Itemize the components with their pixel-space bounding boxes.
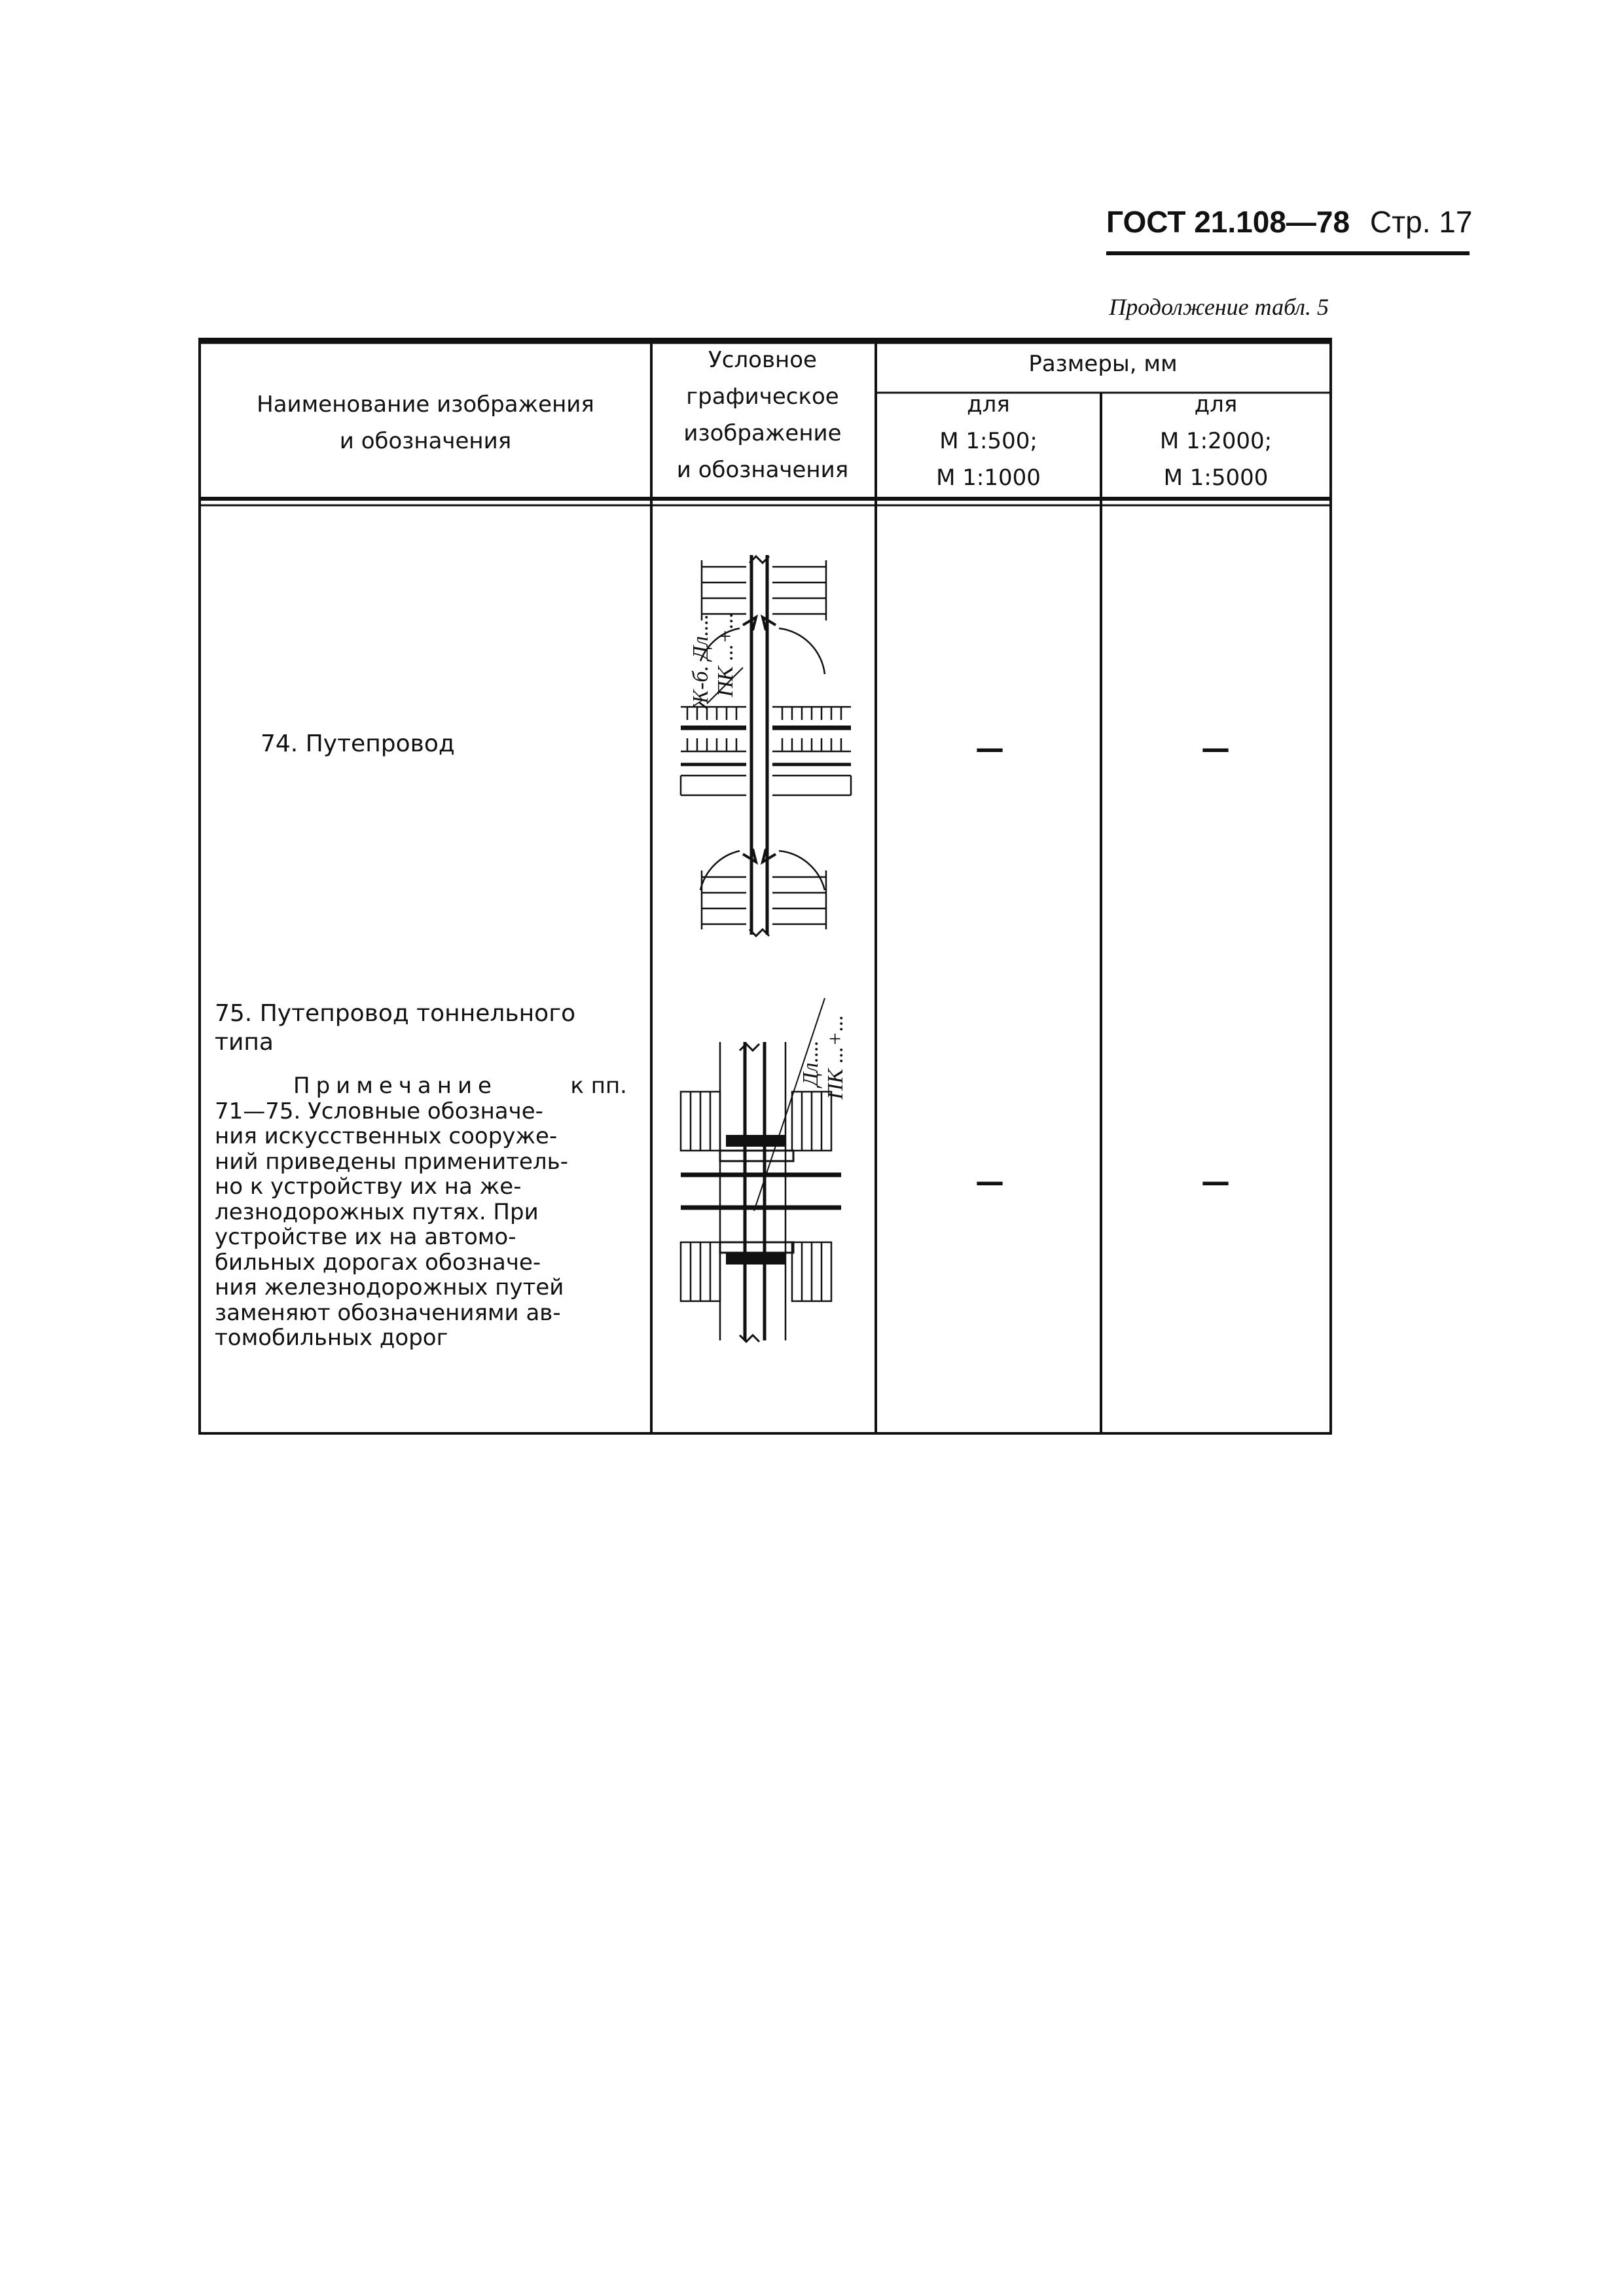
row-74-name: 74. Путепровод — [261, 730, 455, 757]
row-75-size-1: — — [975, 1165, 1004, 1198]
row-75-label-pk: ПК ...+... — [823, 1014, 848, 1100]
column-header-symbol: Условное графическое изображение и обозначения — [676, 347, 849, 483]
note-label: Примечание — [293, 1073, 497, 1099]
table-continuation-caption: Продолжение табл. 5 — [1109, 294, 1329, 320]
column-header-scale-2000-5000: для М 1:2000; М 1:5000 — [1159, 391, 1272, 491]
column-header-name: Наименование изображения и обозначения — [257, 391, 594, 454]
page-number: Стр. 17 — [1369, 205, 1473, 239]
standard-number: ГОСТ 21.108—78 — [1106, 205, 1350, 239]
row-75-name: 75. Путепровод тоннельного типа — [215, 1000, 576, 1056]
column-header-scale-500-1000: для М 1:500; М 1:1000 — [936, 391, 1041, 491]
column-header-sizes: Размеры, мм — [1028, 351, 1178, 377]
row-74-label-pk: ПК ...+... — [713, 612, 738, 697]
row-74-size-2: — — [1201, 732, 1230, 765]
row-74-size-1: — — [975, 732, 1004, 765]
table-note: Примечание к пп. 71—75. Условные обозначе- ния искусственных сооруже- ний приведены применитель- но к устройству их на же- лезнодорожных путях. При устройстве их на автомо- бильных дорогах обозначе- ния железнодорожных путей заменяют обозначениями ав- томобильных дорог — [215, 1073, 627, 1351]
row-74-label-zhb: Ж-б. Дл.... — [689, 613, 713, 710]
row-75-size-2: — — [1201, 1165, 1230, 1198]
row-75-label-dl: Дл.... — [799, 1040, 823, 1086]
viaduct-symbol — [681, 555, 851, 936]
